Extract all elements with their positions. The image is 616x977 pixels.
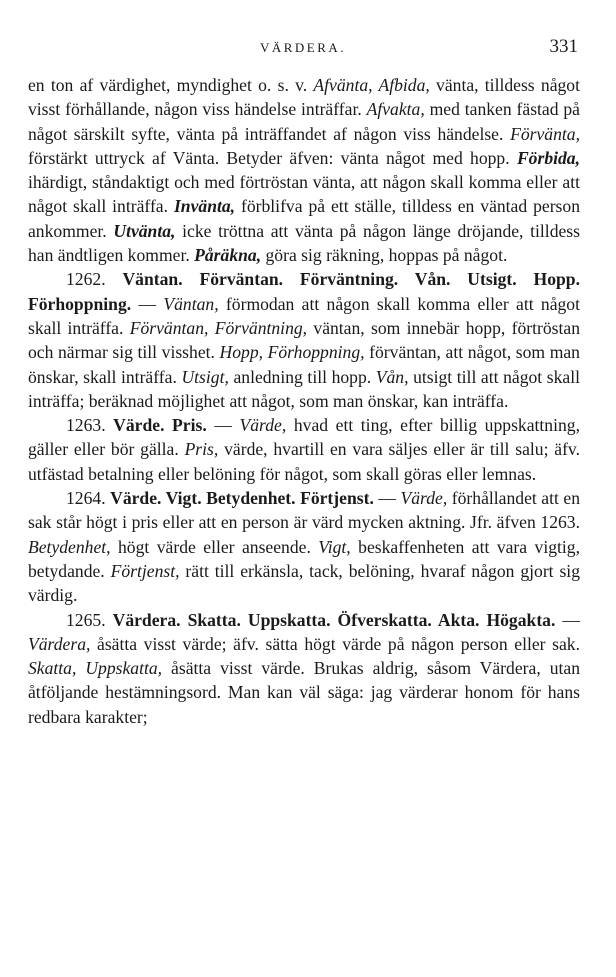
- headword-run: Värdera. Skatta. Uppskatta. Öfverskatta. Akta. Högakta.: [112, 609, 556, 630]
- term-run: Förvänta,: [510, 123, 580, 144]
- text-run: utsigt till att något skall inträffa; beräknad möjlighet att något, som man önskar, kan inträffa.: [28, 366, 580, 411]
- text-run: rätt till erkänsla, tack, belöning, hvaraf någon gjort sig värdig.: [28, 560, 580, 606]
- text-run: 1262.: [66, 269, 123, 290]
- term-run: Hopp, Förhoppning,: [219, 342, 365, 363]
- text-run: 1263.: [66, 415, 114, 436]
- headword-run: Värde. Vigt. Betydenhet. Förtjenst.: [110, 488, 374, 509]
- term-run: Värdera,: [28, 633, 91, 654]
- term-run: Förväntan, Förväntning,: [129, 317, 308, 338]
- text-run: förstärkt uttryck af Vänta. Betyder äfven: vänta något med hopp.: [28, 147, 517, 168]
- text-run: —: [555, 609, 580, 630]
- text-run: väntan, som innebär hopp, förtröstan och närmar sig till visshet.: [28, 317, 581, 363]
- term-run: Förtjenst,: [110, 560, 180, 581]
- term-run: Betydenhet,: [28, 536, 111, 557]
- term-run: Förbida,: [516, 147, 580, 168]
- text-run: 1264.: [66, 488, 111, 509]
- text-run: värde, hvartill en vara säljes eller är till salu; äfv. utfästad betalning eller belöning för något, som skall göras eller lemnas.: [28, 439, 580, 484]
- paragraph-continuation: [28, 73, 580, 267]
- text-run: en ton af värdighet, myndighet o. s. v.: [28, 75, 314, 95]
- text-run: 1265.: [66, 609, 113, 630]
- text-run: med tanken fästad på något särskilt syfte, vänta på inträffandet af någon viss händelse.: [28, 99, 580, 144]
- running-title: VÄRDERA.: [259, 40, 347, 55]
- text-run: vänta, tilldess något visst förhållande, någon viss händelse inträffar.: [28, 75, 580, 120]
- entry-1263: [28, 413, 580, 486]
- term-run: Skatta, Uppskatta,: [28, 658, 163, 679]
- text-run: anledning till hopp.: [228, 366, 376, 387]
- text-run: beskaffenheten att vara vigtig, betydande.: [28, 536, 580, 581]
- text-run: —: [131, 293, 164, 314]
- term-run: Afvakta,: [366, 99, 425, 120]
- term-run: Invänta,: [173, 196, 236, 217]
- entry-1265: [28, 608, 580, 729]
- text-run: förhållandet att en sak står högt i pris eller att en person är värd mycken aktning. Jfr. äfven 1263.: [28, 488, 581, 533]
- text-run: ihärdigt, ståndaktigt och med förtröstan vänta, att någon skall komma eller att något skall inträffa.: [28, 172, 580, 217]
- entry-1262: [28, 267, 580, 413]
- term-run: Väntan,: [163, 293, 219, 314]
- text-run: förväntan, att något, som man önskar, skall inträffa.: [28, 342, 580, 387]
- term-run: Vigt,: [318, 536, 351, 557]
- term-run: Pris,: [184, 439, 219, 460]
- text-run: åsätta visst värde; äfv. sätta högt värde på någon person eller sak.: [90, 633, 580, 654]
- headword-run: Väntan. Förväntan. Förväntning. Vån. Utsigt. Hopp. Förhoppning.: [28, 269, 580, 314]
- term-run: Vån,: [375, 366, 409, 387]
- body-text: [28, 73, 580, 729]
- entry-1264: [28, 486, 580, 607]
- text-run: förmodan att någon skall komma eller att något skall inträffa.: [28, 293, 580, 338]
- page-number: 331: [549, 36, 578, 57]
- term-run: Utsigt,: [181, 366, 229, 387]
- text-run: åsätta visst värde. Brukas aldrig, såsom Värdera, utan åtföljande hestämningsord. Man kan väl säga: jag värderar honom för hans redbara karakter;: [28, 658, 580, 727]
- term-run: Värde,: [400, 488, 448, 509]
- text-run: icke tröttna att vänta på någon länge dröjande, tilldess han ändtligen kommer.: [28, 220, 580, 266]
- term-run: Värde,: [239, 415, 287, 436]
- text-run: hvad ett ting, efter billig uppskattning, gäller eller bör gälla.: [28, 415, 580, 460]
- term-run: Afvänta, Afbida,: [313, 75, 430, 95]
- text-run: —: [206, 415, 240, 436]
- text-run: förblifva på ett ställe, tilldess en väntad person ankommer.: [28, 196, 580, 241]
- page-header: [28, 36, 578, 64]
- text-run: göra sig räkning, hoppas på något.: [261, 245, 508, 266]
- term-run: Påräkna,: [194, 245, 262, 266]
- headword-run: Värde. Pris.: [113, 415, 207, 436]
- text-run: högt värde eller anseende.: [110, 536, 319, 557]
- term-run: Utvänta,: [113, 220, 176, 241]
- text-run: —: [373, 488, 401, 509]
